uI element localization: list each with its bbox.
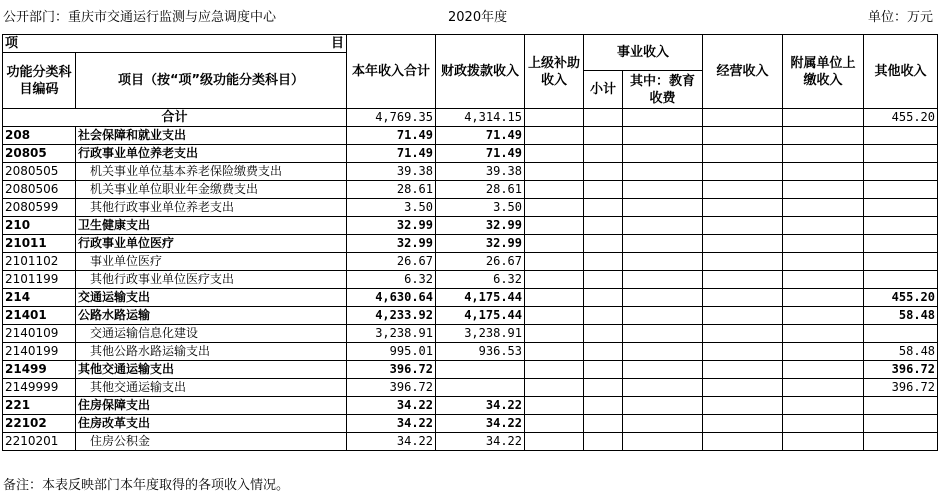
row-subsidy-income: [525, 379, 584, 397]
header-business-subtotal: 小计: [584, 71, 623, 109]
row-affiliate-income: [783, 343, 864, 361]
row-business-edu: [623, 307, 703, 325]
row-item-name: 住房公积金: [76, 433, 347, 451]
row-subsidy-income: [525, 145, 584, 163]
row-code: 2080599: [3, 199, 76, 217]
table-row: [3, 379, 938, 397]
table-row: [3, 307, 938, 325]
row-fiscal-income: [436, 379, 525, 397]
row-business-edu: [623, 253, 703, 271]
row-subsidy-income: [525, 127, 584, 145]
row-subsidy-income: [525, 415, 584, 433]
row-operating-income: [703, 307, 783, 325]
row-code: 21011: [3, 235, 76, 253]
row-item-name: 住房改革支出: [76, 415, 347, 433]
row-operating-income: [703, 253, 783, 271]
table-row: [3, 217, 938, 235]
row-affiliate-income: [783, 325, 864, 343]
table-row: [3, 199, 938, 217]
table-row: [3, 397, 938, 415]
table-row: [3, 235, 938, 253]
row-affiliate-income: [783, 361, 864, 379]
row-other-income: [864, 145, 938, 163]
row-total-income: 71.49: [347, 145, 436, 163]
row-subsidy-income: [525, 307, 584, 325]
total-label: 合计: [3, 109, 347, 127]
row-business-subtotal: [584, 343, 623, 361]
row-fiscal-income: 39.38: [436, 163, 525, 181]
row-other-income: [864, 397, 938, 415]
row-fiscal-income: 936.53: [436, 343, 525, 361]
row-subsidy-income: [525, 217, 584, 235]
row-business-subtotal: [584, 379, 623, 397]
row-total-income: 4,630.64: [347, 289, 436, 307]
header-other-income: 其他收入: [864, 35, 938, 109]
table-row: [3, 127, 938, 145]
header-code: 功能分类科目编码: [3, 53, 76, 109]
row-other-income: 58.48: [864, 343, 938, 361]
row-operating-income: [703, 289, 783, 307]
row-item-name: 社会保障和就业支出: [76, 127, 347, 145]
row-other-income: 58.48: [864, 307, 938, 325]
table-row: [3, 253, 938, 271]
row-business-edu: [623, 325, 703, 343]
row-business-edu: [623, 217, 703, 235]
row-code: 214: [3, 289, 76, 307]
row-item-name: 卫生健康支出: [76, 217, 347, 235]
row-total-income: 6.32: [347, 271, 436, 289]
row-business-subtotal: [584, 217, 623, 235]
row-code: 210: [3, 217, 76, 235]
row-business-subtotal: [584, 163, 623, 181]
row-business-edu: [623, 145, 703, 163]
row-item-name: 其他交通运输支出: [76, 361, 347, 379]
row-total-income: 34.22: [347, 415, 436, 433]
row-fiscal-income: 34.22: [436, 433, 525, 451]
row-fiscal-income: 32.99: [436, 235, 525, 253]
row-code: 2149999: [3, 379, 76, 397]
row-code: 2210201: [3, 433, 76, 451]
row-operating-income: [703, 325, 783, 343]
row-subsidy-income: [525, 181, 584, 199]
row-code: 2080506: [3, 181, 76, 199]
row-total-income: 34.22: [347, 433, 436, 451]
row-code: 21499: [3, 361, 76, 379]
row-operating-income: [703, 127, 783, 145]
row-item-name: 交通运输支出: [76, 289, 347, 307]
row-affiliate-income: [783, 127, 864, 145]
table-row: [3, 289, 938, 307]
row-total-income: 396.72: [347, 379, 436, 397]
row-other-income: [864, 433, 938, 451]
row-business-edu: [623, 181, 703, 199]
row-other-income: [864, 217, 938, 235]
total-other-value: 455.20: [864, 109, 938, 127]
row-business-subtotal: [584, 307, 623, 325]
header-xiang-mu: [3, 35, 347, 53]
row-fiscal-income: 6.32: [436, 271, 525, 289]
row-subsidy-income: [525, 343, 584, 361]
row-business-edu: [623, 415, 703, 433]
header-subsidy-income: 上级补助收入: [525, 35, 584, 109]
row-business-subtotal: [584, 127, 623, 145]
header-item-name: 项目（按“项”级功能分类科目）: [76, 53, 347, 109]
row-subsidy-income: [525, 253, 584, 271]
row-item-name: 行政事业单位医疗: [76, 235, 347, 253]
row-item-name: 其他行政事业单位养老支出: [76, 199, 347, 217]
row-code: 21401: [3, 307, 76, 325]
row-other-income: 396.72: [864, 379, 938, 397]
table-row: [3, 145, 938, 163]
row-affiliate-income: [783, 271, 864, 289]
row-business-edu: [623, 433, 703, 451]
row-affiliate-income: [783, 145, 864, 163]
row-affiliate-income: [783, 163, 864, 181]
row-item-name: 公路水路运输: [76, 307, 347, 325]
row-business-edu: [623, 379, 703, 397]
row-total-income: 396.72: [347, 361, 436, 379]
row-item-name: 事业单位医疗: [76, 253, 347, 271]
row-subsidy-income: [525, 325, 584, 343]
row-fiscal-income: 28.61: [436, 181, 525, 199]
row-subsidy-income: [525, 271, 584, 289]
row-other-income: 455.20: [864, 289, 938, 307]
row-operating-income: [703, 217, 783, 235]
header-operating-income: 经营收入: [703, 35, 783, 109]
row-affiliate-income: [783, 199, 864, 217]
row-total-income: 3,238.91: [347, 325, 436, 343]
row-other-income: [864, 253, 938, 271]
header-affiliate-income: 附属单位上缴收入: [783, 35, 864, 109]
row-business-subtotal: [584, 253, 623, 271]
row-subsidy-income: [525, 361, 584, 379]
table-row: [3, 343, 938, 361]
row-affiliate-income: [783, 289, 864, 307]
row-total-income: 4,233.92: [347, 307, 436, 325]
row-code: 2101102: [3, 253, 76, 271]
row-other-income: [864, 199, 938, 217]
total-business-subtotal: [584, 109, 623, 127]
total-subsidy-value: [525, 109, 584, 127]
row-operating-income: [703, 343, 783, 361]
row-item-name: 其他交通运输支出: [76, 379, 347, 397]
unit-label: 单位：万元: [867, 10, 933, 25]
row-other-income: [864, 163, 938, 181]
row-business-subtotal: [584, 325, 623, 343]
row-subsidy-income: [525, 289, 584, 307]
header-fiscal-income: 财政拨款收入: [436, 35, 525, 109]
row-business-edu: [623, 163, 703, 181]
row-fiscal-income: [436, 361, 525, 379]
row-other-income: [864, 415, 938, 433]
row-operating-income: [703, 145, 783, 163]
row-business-subtotal: [584, 181, 623, 199]
row-business-subtotal: [584, 289, 623, 307]
row-fiscal-income: 71.49: [436, 145, 525, 163]
row-operating-income: [703, 271, 783, 289]
row-business-edu: [623, 235, 703, 253]
row-total-income: 995.01: [347, 343, 436, 361]
header-mu: 目: [330, 36, 344, 51]
table-row: [3, 415, 938, 433]
income-table: [2, 34, 938, 451]
row-operating-income: [703, 361, 783, 379]
row-subsidy-income: [525, 397, 584, 415]
header-business-edu: 其中：教育收费: [623, 71, 703, 109]
row-total-income: 32.99: [347, 217, 436, 235]
row-business-edu: [623, 199, 703, 217]
row-code: 2101199: [3, 271, 76, 289]
row-item-name: 其他公路水路运输支出: [76, 343, 347, 361]
row-operating-income: [703, 235, 783, 253]
row-fiscal-income: 26.67: [436, 253, 525, 271]
department-label: 公开部门：重庆市交通运行监测与应急调度中心: [3, 10, 277, 25]
row-fiscal-income: 3.50: [436, 199, 525, 217]
row-subsidy-income: [525, 163, 584, 181]
row-code: 2080505: [3, 163, 76, 181]
row-operating-income: [703, 397, 783, 415]
row-total-income: 71.49: [347, 127, 436, 145]
row-other-income: [864, 325, 938, 343]
row-subsidy-income: [525, 199, 584, 217]
total-row: [3, 109, 938, 127]
row-operating-income: [703, 199, 783, 217]
row-item-name: 行政事业单位养老支出: [76, 145, 347, 163]
row-business-edu: [623, 127, 703, 145]
row-code: 20805: [3, 145, 76, 163]
row-total-income: 32.99: [347, 235, 436, 253]
table-row: [3, 433, 938, 451]
row-affiliate-income: [783, 235, 864, 253]
total-affiliate-value: [783, 109, 864, 127]
row-code: 208: [3, 127, 76, 145]
row-business-subtotal: [584, 199, 623, 217]
table-row: [3, 325, 938, 343]
row-business-subtotal: [584, 415, 623, 433]
row-total-income: 34.22: [347, 397, 436, 415]
row-total-income: 26.67: [347, 253, 436, 271]
row-affiliate-income: [783, 379, 864, 397]
row-subsidy-income: [525, 235, 584, 253]
header-business-income: 事业收入: [584, 35, 703, 71]
row-item-name: 住房保障支出: [76, 397, 347, 415]
row-affiliate-income: [783, 307, 864, 325]
row-item-name: 机关事业单位职业年金缴费支出: [76, 181, 347, 199]
row-affiliate-income: [783, 397, 864, 415]
row-affiliate-income: [783, 253, 864, 271]
row-operating-income: [703, 163, 783, 181]
row-affiliate-income: [783, 181, 864, 199]
row-business-edu: [623, 271, 703, 289]
row-item-name: 其他行政事业单位医疗支出: [76, 271, 347, 289]
row-business-edu: [623, 343, 703, 361]
total-fiscal-value: 4,314.15: [436, 109, 525, 127]
table-row: [3, 361, 938, 379]
row-fiscal-income: 3,238.91: [436, 325, 525, 343]
header-total-income: 本年收入合计: [347, 35, 436, 109]
row-operating-income: [703, 181, 783, 199]
row-other-income: [864, 235, 938, 253]
table-note: 备注：本表反映部门本年度取得的各项收入情况。: [3, 478, 290, 493]
row-other-income: [864, 271, 938, 289]
row-item-name: 机关事业单位基本养老保险缴费支出: [76, 163, 347, 181]
row-business-edu: [623, 397, 703, 415]
row-affiliate-income: [783, 433, 864, 451]
row-item-name: 交通运输信息化建设: [76, 325, 347, 343]
row-code: 2140109: [3, 325, 76, 343]
row-business-subtotal: [584, 397, 623, 415]
total-income-value: 4,769.35: [347, 109, 436, 127]
row-business-subtotal: [584, 361, 623, 379]
row-other-income: [864, 181, 938, 199]
row-business-subtotal: [584, 271, 623, 289]
row-business-subtotal: [584, 235, 623, 253]
row-code: 22102: [3, 415, 76, 433]
row-other-income: 396.72: [864, 361, 938, 379]
row-total-income: 3.50: [347, 199, 436, 217]
table-row: [3, 163, 938, 181]
row-fiscal-income: 34.22: [436, 415, 525, 433]
row-code: 2140199: [3, 343, 76, 361]
total-business-edu: [623, 109, 703, 127]
row-fiscal-income: 4,175.44: [436, 289, 525, 307]
row-total-income: 39.38: [347, 163, 436, 181]
row-subsidy-income: [525, 433, 584, 451]
row-operating-income: [703, 415, 783, 433]
row-operating-income: [703, 379, 783, 397]
row-business-edu: [623, 361, 703, 379]
row-fiscal-income: 32.99: [436, 217, 525, 235]
row-code: 221: [3, 397, 76, 415]
table-row: [3, 271, 938, 289]
row-total-income: 28.61: [347, 181, 436, 199]
table-row: [3, 181, 938, 199]
row-fiscal-income: 71.49: [436, 127, 525, 145]
row-business-subtotal: [584, 433, 623, 451]
row-affiliate-income: [783, 217, 864, 235]
fiscal-year-label: 2020年度: [448, 10, 508, 25]
row-business-subtotal: [584, 145, 623, 163]
row-fiscal-income: 4,175.44: [436, 307, 525, 325]
row-fiscal-income: 34.22: [436, 397, 525, 415]
header-xiang: 项: [5, 36, 19, 51]
row-other-income: [864, 127, 938, 145]
row-affiliate-income: [783, 415, 864, 433]
total-operating-value: [703, 109, 783, 127]
row-operating-income: [703, 433, 783, 451]
row-business-edu: [623, 289, 703, 307]
